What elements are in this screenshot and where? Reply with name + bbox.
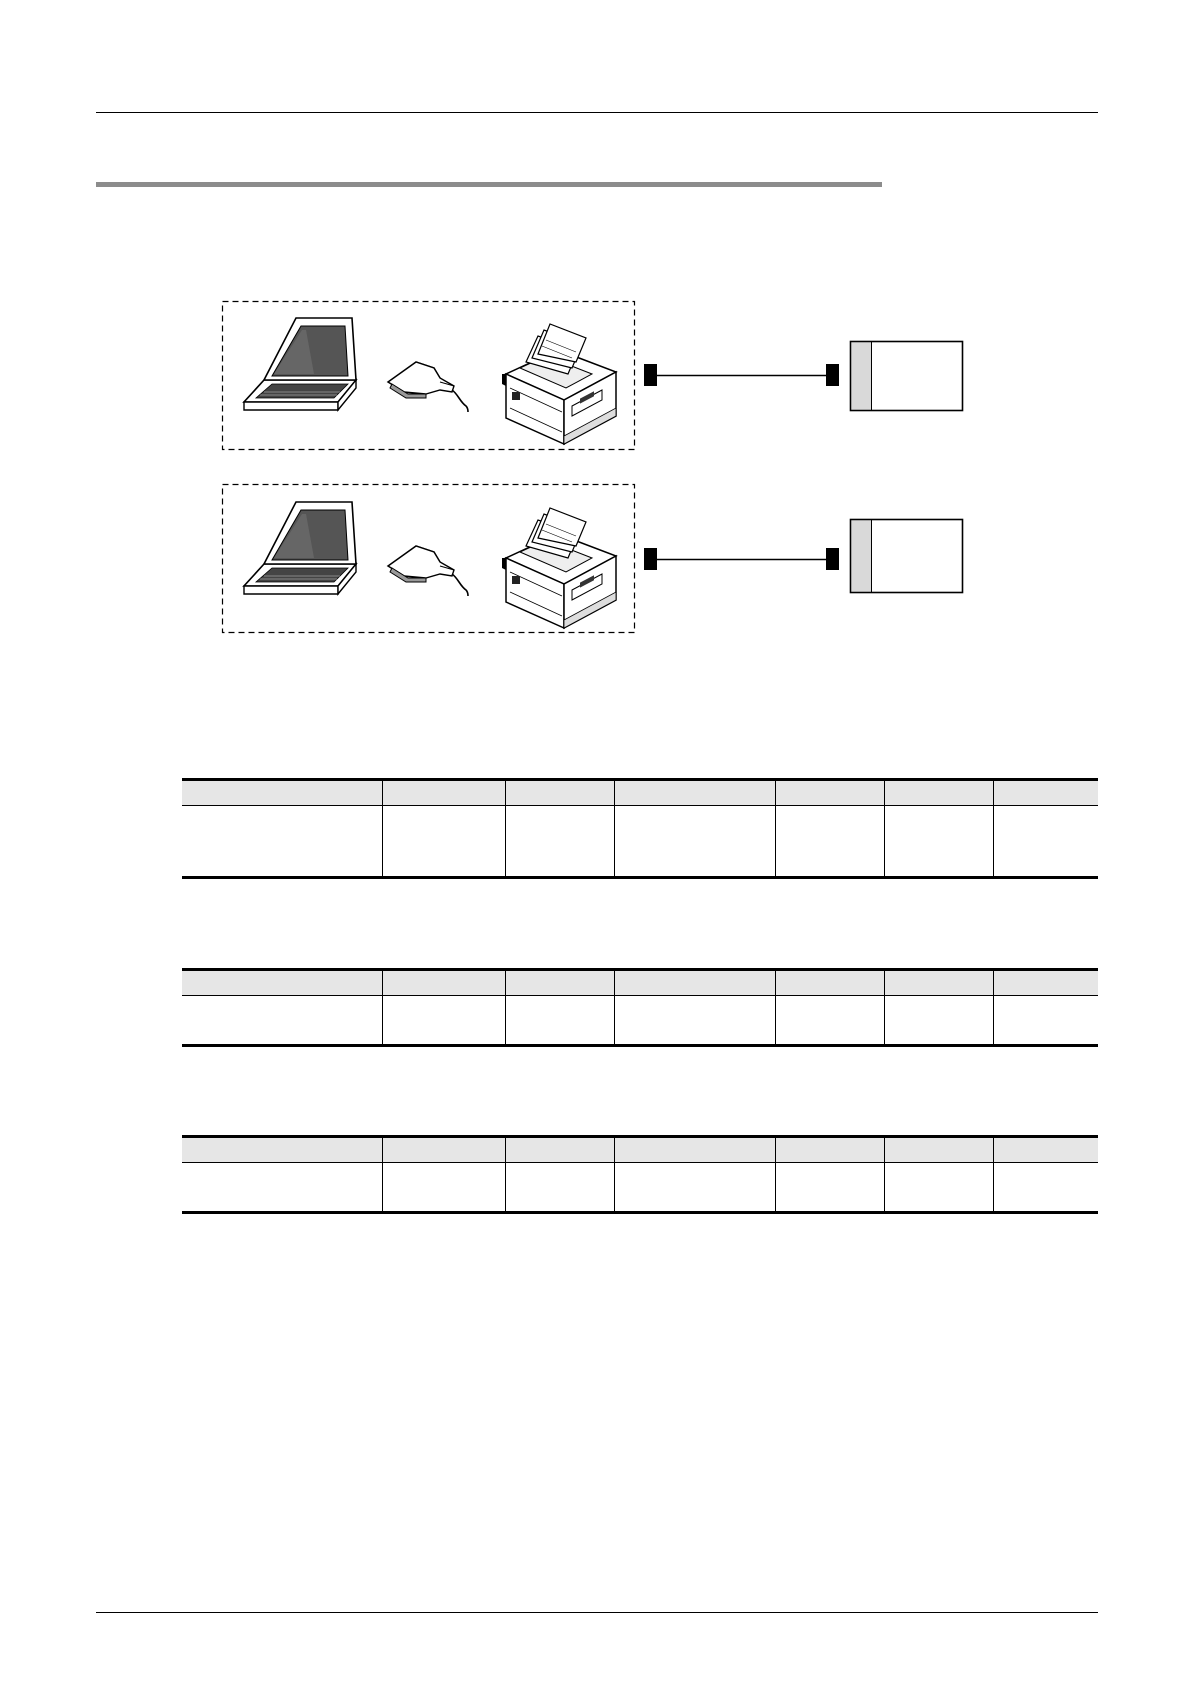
laptop-computer-icon	[244, 318, 356, 410]
printer-icon	[502, 324, 616, 444]
spec-table-3	[182, 1135, 1098, 1214]
table-cell	[884, 1163, 993, 1213]
table-cell	[775, 1163, 884, 1213]
unit-port-slot	[852, 521, 872, 592]
table-cell	[775, 996, 884, 1046]
connection-cable-2	[644, 548, 839, 570]
table-row	[182, 806, 1098, 878]
device-group-2	[223, 485, 635, 633]
table-header-cell	[775, 1137, 884, 1163]
table-cell	[884, 996, 993, 1046]
laptop-computer-icon	[244, 502, 356, 594]
unit-box-1	[851, 342, 963, 411]
table-cell	[382, 1163, 505, 1213]
table-header-cell	[382, 970, 505, 996]
table-header-cell	[775, 970, 884, 996]
table-header-row	[182, 970, 1098, 996]
barcode-scanner-icon	[388, 362, 468, 412]
table-header-cell	[993, 1137, 1098, 1163]
device-group-1	[223, 302, 635, 450]
table-cell	[614, 996, 775, 1046]
table-cell	[182, 1163, 382, 1213]
table-header-cell	[775, 780, 884, 806]
spec-table-1	[182, 778, 1098, 879]
cable-connector-left	[644, 548, 657, 570]
table-header-cell	[614, 780, 775, 806]
table-header-cell	[505, 780, 614, 806]
table-header-cell	[382, 1137, 505, 1163]
table-cell	[505, 806, 614, 878]
table-header-cell	[182, 780, 382, 806]
table-header-cell	[884, 780, 993, 806]
table-header-cell	[182, 1137, 382, 1163]
table-header-cell	[182, 970, 382, 996]
table-cell	[614, 806, 775, 878]
table-cell	[382, 996, 505, 1046]
table-header-cell	[614, 970, 775, 996]
table-header-row	[182, 780, 1098, 806]
table-header-cell	[505, 1137, 614, 1163]
table-cell	[993, 1163, 1098, 1213]
table-cell	[884, 806, 993, 878]
table-header-cell	[884, 970, 993, 996]
barcode-scanner-icon	[388, 546, 468, 596]
cable-connector-right	[826, 548, 839, 570]
table-row	[182, 1163, 1098, 1213]
table-cell	[182, 996, 382, 1046]
table-header-cell	[382, 780, 505, 806]
cable-connector-right	[826, 364, 839, 386]
table-cell	[505, 1163, 614, 1213]
table-header-cell	[505, 970, 614, 996]
printer-icon	[502, 508, 616, 628]
table-cell	[993, 806, 1098, 878]
unit-box-2	[851, 520, 963, 593]
table-header-cell	[993, 970, 1098, 996]
table-cell	[775, 806, 884, 878]
table-cell	[505, 996, 614, 1046]
connection-cable-1	[644, 364, 839, 386]
table-cell	[382, 806, 505, 878]
spec-table-2	[182, 968, 1098, 1047]
table-header-row	[182, 1137, 1098, 1163]
connection-diagram	[0, 0, 1190, 660]
table-header-cell	[884, 1137, 993, 1163]
table-cell	[614, 1163, 775, 1213]
unit-port-slot	[852, 343, 872, 410]
table-cell	[182, 806, 382, 878]
table-header-cell	[614, 1137, 775, 1163]
cable-connector-left	[644, 364, 657, 386]
table-cell	[993, 996, 1098, 1046]
table-header-cell	[993, 780, 1098, 806]
footer-rule	[96, 1612, 1098, 1613]
table-row	[182, 996, 1098, 1046]
